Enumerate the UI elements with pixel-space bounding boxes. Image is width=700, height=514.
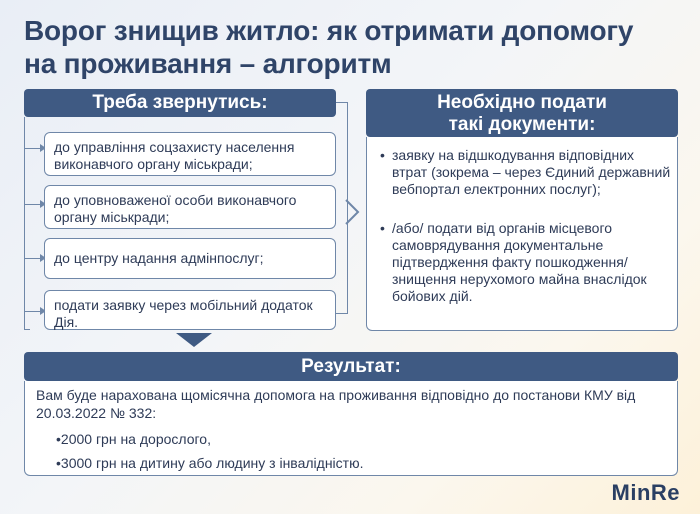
bullet-icon: • <box>56 431 61 447</box>
document-item-damage-confirmation <box>380 220 672 305</box>
bullet-icon: • <box>380 220 385 236</box>
page-title-line-2: на проживання – алгоритм <box>24 48 392 79</box>
document-item-text: заявку на відшкодування відповідних втрат (зокрема – через Єдиний державний вебпортал електронних послуг); <box>392 147 671 197</box>
step-box-social-protection: до управління соцзахисту населення виконавчого органу міськради; <box>44 132 336 176</box>
left-header: Треба звернутись: <box>24 89 336 117</box>
result-item-child <box>56 454 363 472</box>
minre-logo: MinRe <box>611 480 680 505</box>
step-box-admin-center: до центру надання адмінпослуг; <box>44 238 336 279</box>
right-header <box>366 89 678 137</box>
document-item-compensation-request <box>380 147 672 198</box>
connector-arrow-4 <box>25 311 43 312</box>
document-item-text: /або/ подати від органів місцевого самоврядування документальне підтвердження факту пошкодження/ знищення нерухомого майна внаслідок бойових дій. <box>392 220 647 304</box>
down-arrow-icon <box>176 333 212 347</box>
result-item-text: 2000 грн на дорослого, <box>60 431 211 447</box>
bullet-icon: • <box>380 147 385 163</box>
chevron-right-icon <box>344 198 362 226</box>
connector-arrow-1 <box>25 148 43 149</box>
right-header-line-1: Необхідно подати <box>437 92 607 113</box>
bracket-line-bottom <box>336 313 348 314</box>
step-box-diia-app: подати заявку через мобільний додаток Дія. <box>44 290 336 330</box>
bullet-icon: • <box>56 455 61 471</box>
result-header: Результат: <box>24 352 678 381</box>
connector-arrow-2 <box>25 204 43 205</box>
page-title <box>24 14 684 80</box>
result-item-adult <box>56 430 211 448</box>
result-text: Вам буде нарахована щомісячна допомога на проживання відповідно до постанови КМУ від 20.03.2022 № 332: <box>36 387 636 421</box>
connector-arrow-3 <box>25 258 43 259</box>
step-box-authorized-person: до уповноваженої особи виконавчого органу міськради; <box>44 185 336 229</box>
page-title-line-1: Ворог знищив житло: як отримати допомогу <box>24 15 634 46</box>
result-item-text: 3000 грн на дитину або людину з інвалідністю. <box>60 455 364 471</box>
right-header-line-2: такі документи: <box>448 114 596 135</box>
